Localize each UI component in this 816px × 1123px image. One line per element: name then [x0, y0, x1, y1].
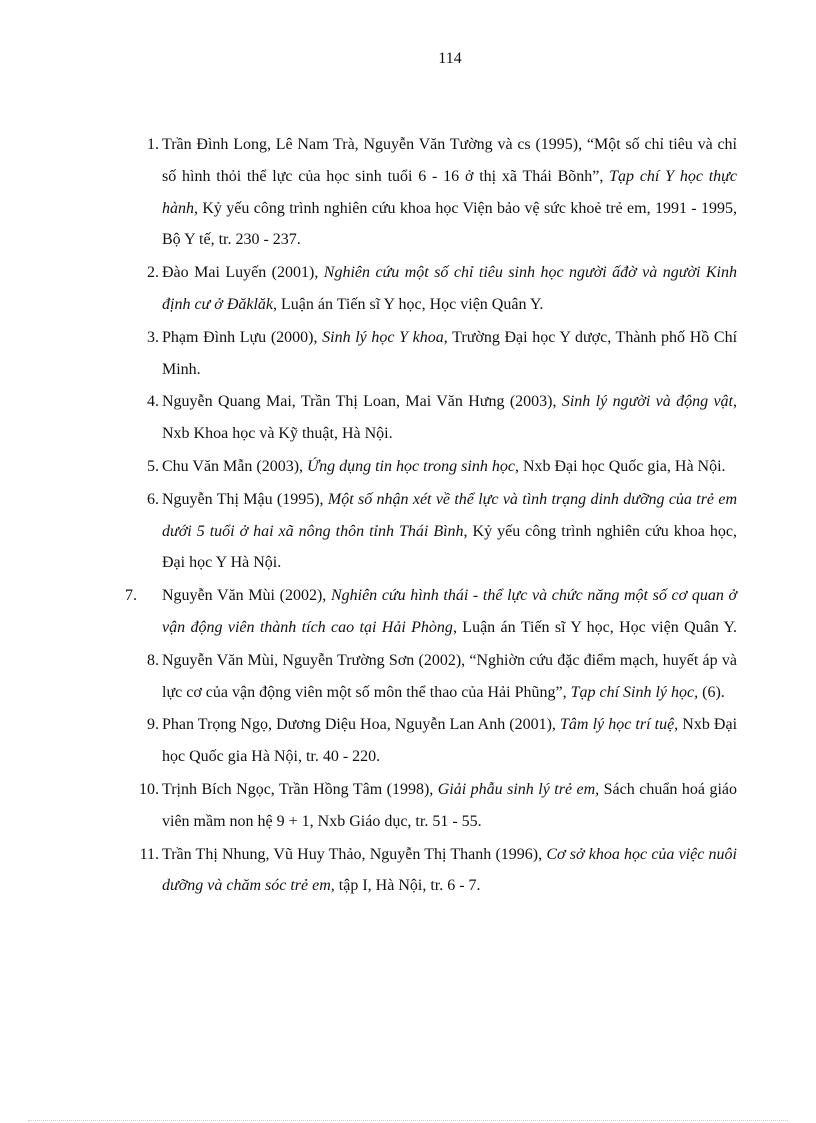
reference-text: (6).	[698, 683, 725, 701]
reference-text: , Kỷ yếu công trình nghiên cứu khoa học Viện bảo vệ sức khoẻ trẻ em, 1991 - 1995, Bộ Y tế, tr. 230 - 237.	[162, 199, 737, 249]
page-number: 114	[438, 50, 462, 67]
reference-item	[125, 322, 737, 386]
reference-item	[125, 839, 737, 903]
reference-title: Sinh lý học Y khoa	[322, 328, 444, 346]
reference-text: Trịnh Bích Ngọc, Trần Hồng Tâm (1998),	[162, 780, 438, 798]
reference-text: Nguyễn Văn Mùi, Nguyễn Trường Sơn (2002), “Nghiờn cứu đặc điểm mạch, huyết áp và lực cơ của vận động viên một số môn thể thao của Hải Phũng”,	[162, 651, 737, 701]
reference-title: Nghiên cứu hình thái - thể lực và chức năng một số cơ quan ở vận động viên thành tích cao tại Hải Phòng	[162, 587, 737, 636]
reference-title: Nghiên cứu một số chỉ tiêu sinh học người ấđờ và người Kinh định cư ở Đăklăk	[162, 264, 737, 313]
reference-item	[125, 129, 737, 256]
page-bottom-divider	[28, 1120, 788, 1121]
reference-text: , Nxb Đại học Quốc gia Hà Nội, tr. 40 - 220.	[162, 716, 738, 766]
reference-text: , Trường Đại học Y dược, Thành phố Hồ Chí Minh.	[162, 328, 738, 378]
reference-number: 3.	[147, 328, 159, 346]
reference-title: Tạp chí Y học thực hành	[162, 167, 738, 217]
reference-number: 9.	[147, 716, 159, 734]
reference-item	[125, 645, 737, 709]
reference-number: 10.	[139, 780, 159, 798]
reference-title: Cơ sở khoa học của việc nuôi dưỡng và chăm sóc trẻ em,	[162, 845, 738, 895]
reference-text: , Nxb Khoa học và Kỹ thuật, Hà Nội.	[162, 393, 738, 443]
reference-text: Sách chuẩn hoá giáo viên mầm non hệ 9 + 1, Nxb Giáo dục, tr. 51 - 55.	[162, 780, 737, 830]
reference-text: Phạm Đình Lựu (2000),	[162, 328, 323, 346]
reference-number: 7.	[125, 587, 137, 605]
reference-item	[125, 451, 737, 483]
reference-number: 6.	[147, 490, 159, 508]
reference-text: , Kỷ yếu công trình nghiên cứu khoa học, Đại học Y Hà Nội.	[162, 522, 738, 572]
reference-number: 4.	[147, 393, 159, 411]
reference-item	[125, 774, 737, 838]
reference-title: Tâm lý học trí tuệ	[560, 716, 675, 734]
reference-number: 11.	[139, 845, 159, 863]
reference-number: 1.	[147, 136, 159, 153]
reference-text: Trần Thị Nhung, Vũ Huy Thảo, Nguyễn Thị Thanh (1996),	[162, 845, 547, 863]
reference-number: 8.	[147, 651, 159, 669]
reference-text: Phan Trọng Ngọ, Dương Diệu Hoa, Nguyễn Lan Anh (2001),	[162, 716, 561, 734]
reference-title: Ứng dụng tin học trong sinh học	[307, 457, 515, 475]
reference-text: Đào Mai Luyến (2001),	[162, 264, 324, 282]
reference-text: Trần Đình Long, Lê Nam Trà, Nguyễn Văn Tường và cs (1995), “Một số chỉ tiêu và chỉ số hình thỏi thể lực của học sinh tuổi 6 - 16 ở thị xã Thái Bõnh”,	[162, 136, 737, 185]
reference-text: , Luận án Tiến sĩ Y học, Học viện Quân Y.	[273, 295, 544, 313]
reference-item	[125, 709, 737, 773]
reference-text: tập I, Hà Nội, tr. 6 - 7.	[334, 877, 481, 895]
reference-text: , Luận án Tiến sĩ Y học, Học viện Quân Y.	[452, 618, 738, 636]
reference-item	[125, 580, 737, 644]
reference-text: Chu Văn Mẫn (2003),	[162, 457, 308, 475]
reference-title: Sinh lý người và động vật	[561, 393, 734, 411]
reference-text: , Nxb Đại học Quốc gia, Hà Nội.	[514, 457, 726, 475]
reference-number: 5.	[147, 457, 159, 475]
reference-text: Nguyễn Văn Mùi (2002),	[162, 587, 331, 605]
reference-list	[125, 129, 737, 903]
reference-item	[125, 386, 737, 450]
reference-text: Nguyễn Quang Mai, Trần Thị Loan, Mai Văn Hưng (2003),	[162, 393, 562, 411]
reference-number: 2.	[147, 264, 159, 282]
reference-item	[125, 484, 737, 579]
reference-title: Giải phẫu sinh lý trẻ em,	[437, 780, 600, 798]
reference-text: Nguyễn Thị Mậu (1995),	[162, 490, 328, 508]
reference-title: Tạp chí Sinh lý học,	[570, 683, 699, 701]
reference-item	[125, 257, 737, 321]
reference-title: Một số nhận xét về thể lực và tình trạng dinh dưỡng của trẻ em dưới 5 tuổi ở hai xã nông thôn tỉnh Thái Bình	[162, 490, 737, 540]
